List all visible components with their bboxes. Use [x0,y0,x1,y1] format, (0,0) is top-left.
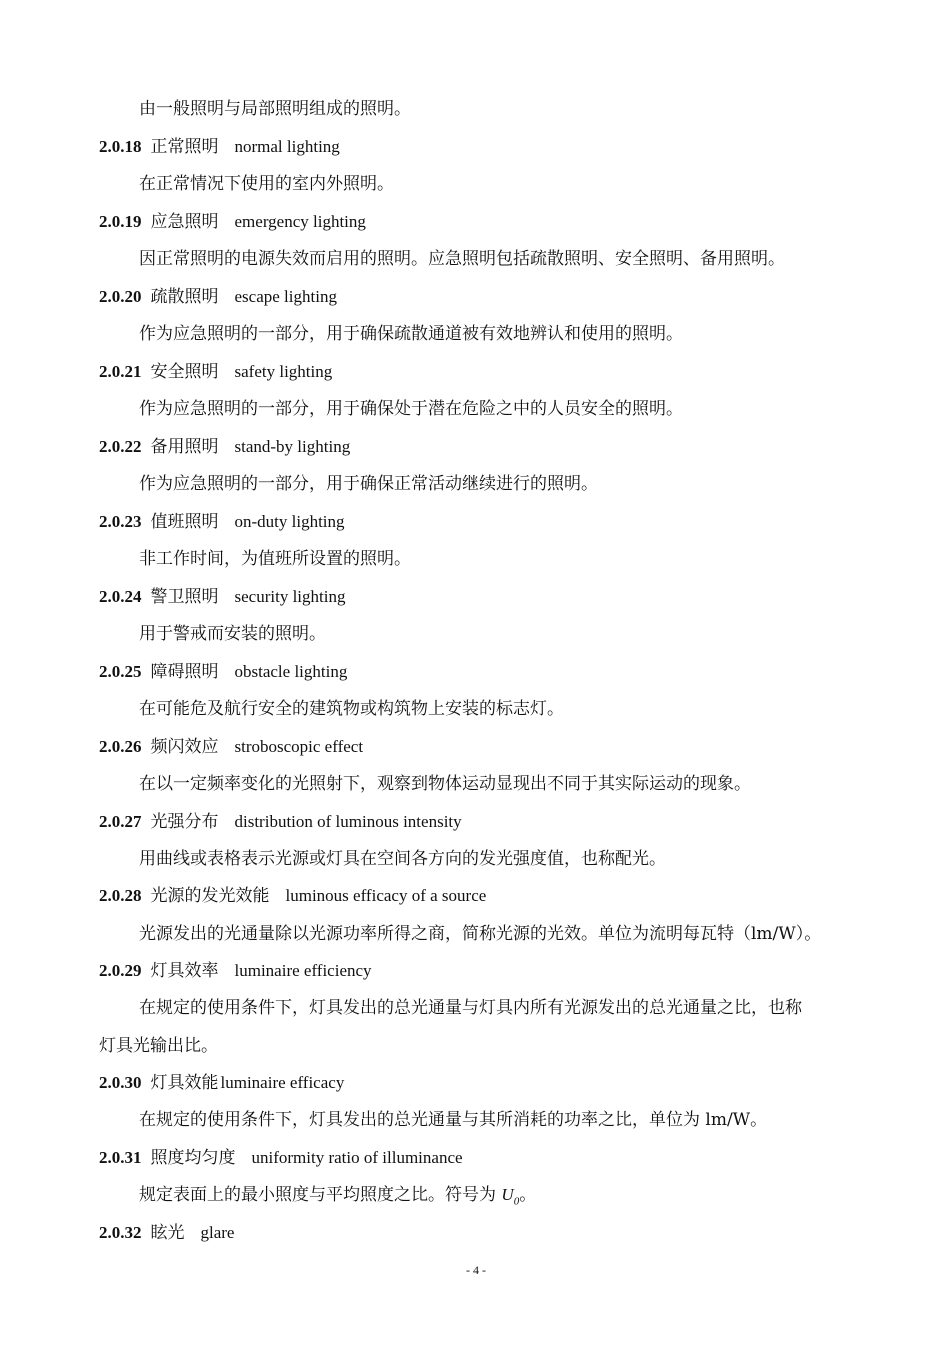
term-number: 2.0.23 [99,512,142,531]
term-definition: 用曲线或表格表示光源或灯具在空间各方向的发光强度值，也称配光。 [139,849,666,869]
term-definition: 在正常情况下使用的室内外照明。 [139,174,394,194]
definition-end: 。 [519,1185,537,1205]
term-english: security lighting [234,587,346,606]
term-english: emergency lighting [234,212,366,231]
term-chinese: 正常照明 [150,137,219,157]
term-number: 2.0.26 [99,737,142,756]
term-definition: 非工作时间，为值班所设置的照明。 [139,549,411,569]
term-chinese: 应急照明 [150,212,219,232]
term-number: 2.0.24 [99,587,142,606]
term-number: 2.0.31 [99,1148,142,1167]
symbol-subscript: 0 [513,1195,520,1208]
term-number: 2.0.32 [99,1223,142,1242]
term-number: 2.0.21 [99,362,142,381]
term-chinese: 值班照明 [150,512,219,532]
page-number: - 4 - [466,1263,486,1277]
term-number: 2.0.18 [99,137,142,156]
term-definition: 在可能危及航行安全的建筑物或构筑物上安装的标志灯。 [139,699,564,719]
term-english: stand-by lighting [234,437,351,456]
term-definition-continuation: 灯具光输出比。 [99,1036,218,1056]
term-heading [99,436,350,458]
term-number: 2.0.27 [99,812,142,831]
term-english: normal lighting [234,137,340,156]
term-heading [99,811,462,833]
term-heading [99,736,363,758]
symbol [501,1185,520,1208]
term-heading [99,1147,463,1169]
term-english: stroboscopic effect [234,737,364,756]
term-chinese: 灯具效率 [150,961,219,981]
term-number: 2.0.28 [99,886,142,905]
term-number: 2.0.19 [99,212,142,231]
term-english: uniformity ratio of illuminance [251,1148,463,1167]
term-heading [99,286,337,308]
term-definition: 用于警戒而安装的照明。 [139,624,326,644]
term-english: escape lighting [234,287,337,306]
term-heading [99,511,345,533]
symbol-letter: U [501,1185,514,1204]
term-number: 2.0.22 [99,437,142,456]
term-chinese: 眩光 [150,1223,185,1243]
term-english: safety lighting [234,362,333,381]
term-heading [99,361,332,383]
term-chinese: 疏散照明 [150,287,219,307]
term-chinese: 警卫照明 [150,587,219,607]
term-definition: 作为应急照明的一部分，用于确保正常活动继续进行的照明。 [139,474,598,494]
term-number: 2.0.30 [99,1073,142,1092]
term-english: luminous efficacy of a source [285,886,487,905]
term-chinese: 备用照明 [150,437,219,457]
term-definition: 因正常照明的电源失效而启用的照明。应急照明包括疏散照明、安全照明、备用照明。 [139,249,785,269]
term-chinese: 照度均匀度 [150,1148,236,1168]
term-heading [99,211,366,233]
term-number: 2.0.29 [99,961,142,980]
term-heading [99,136,340,158]
term-english: distribution of luminous intensity [234,812,462,831]
term-number: 2.0.20 [99,287,142,306]
term-chinese: 灯具效能 [150,1073,219,1093]
term-chinese: 光强分布 [150,812,219,832]
term-definition: 在规定的使用条件下，灯具发出的总光通量与其所消耗的功率之比，单位为 lm/W。 [139,1110,768,1130]
term-english: on-duty lighting [234,512,345,531]
term-chinese: 安全照明 [150,362,219,382]
term-number: 2.0.25 [99,662,142,681]
term-chinese: 障碍照明 [150,662,219,682]
term-english: luminaire efficiency [234,961,372,980]
term-english: glare [200,1223,235,1242]
definition-text: 规定表面上的最小照度与平均照度之比。符号为 [139,1185,496,1205]
term-definition: 作为应急照明的一部分，用于确保疏散通道被有效地辨认和使用的照明。 [139,324,683,344]
term-definition: 在规定的使用条件下，灯具发出的总光通量与灯具内所有光源发出的总光通量之比，也称 [139,998,802,1018]
term-heading [99,960,372,982]
term-chinese: 频闪效应 [150,737,219,757]
term-definition: 在以一定频率变化的光照射下，观察到物体运动显现出不同于其实际运动的现象。 [139,774,751,794]
term-english: obstacle lighting [234,662,348,681]
term-definition: 作为应急照明的一部分，用于确保处于潜在危险之中的人员安全的照明。 [139,399,683,419]
term-heading [99,586,345,608]
intro-definition: 由一般照明与局部照明组成的照明。 [139,99,411,119]
term-english: luminaire efficacy [220,1073,345,1092]
term-definition: 光源发出的光通量除以光源功率所得之商，简称光源的光效。单位为流明每瓦特（lm/W）。 [139,924,822,944]
term-heading [99,885,486,907]
term-heading [99,1072,344,1094]
term-heading [99,1222,234,1244]
term-definition [139,1184,536,1212]
term-heading [99,661,347,683]
term-chinese: 光源的发光效能 [150,886,270,906]
